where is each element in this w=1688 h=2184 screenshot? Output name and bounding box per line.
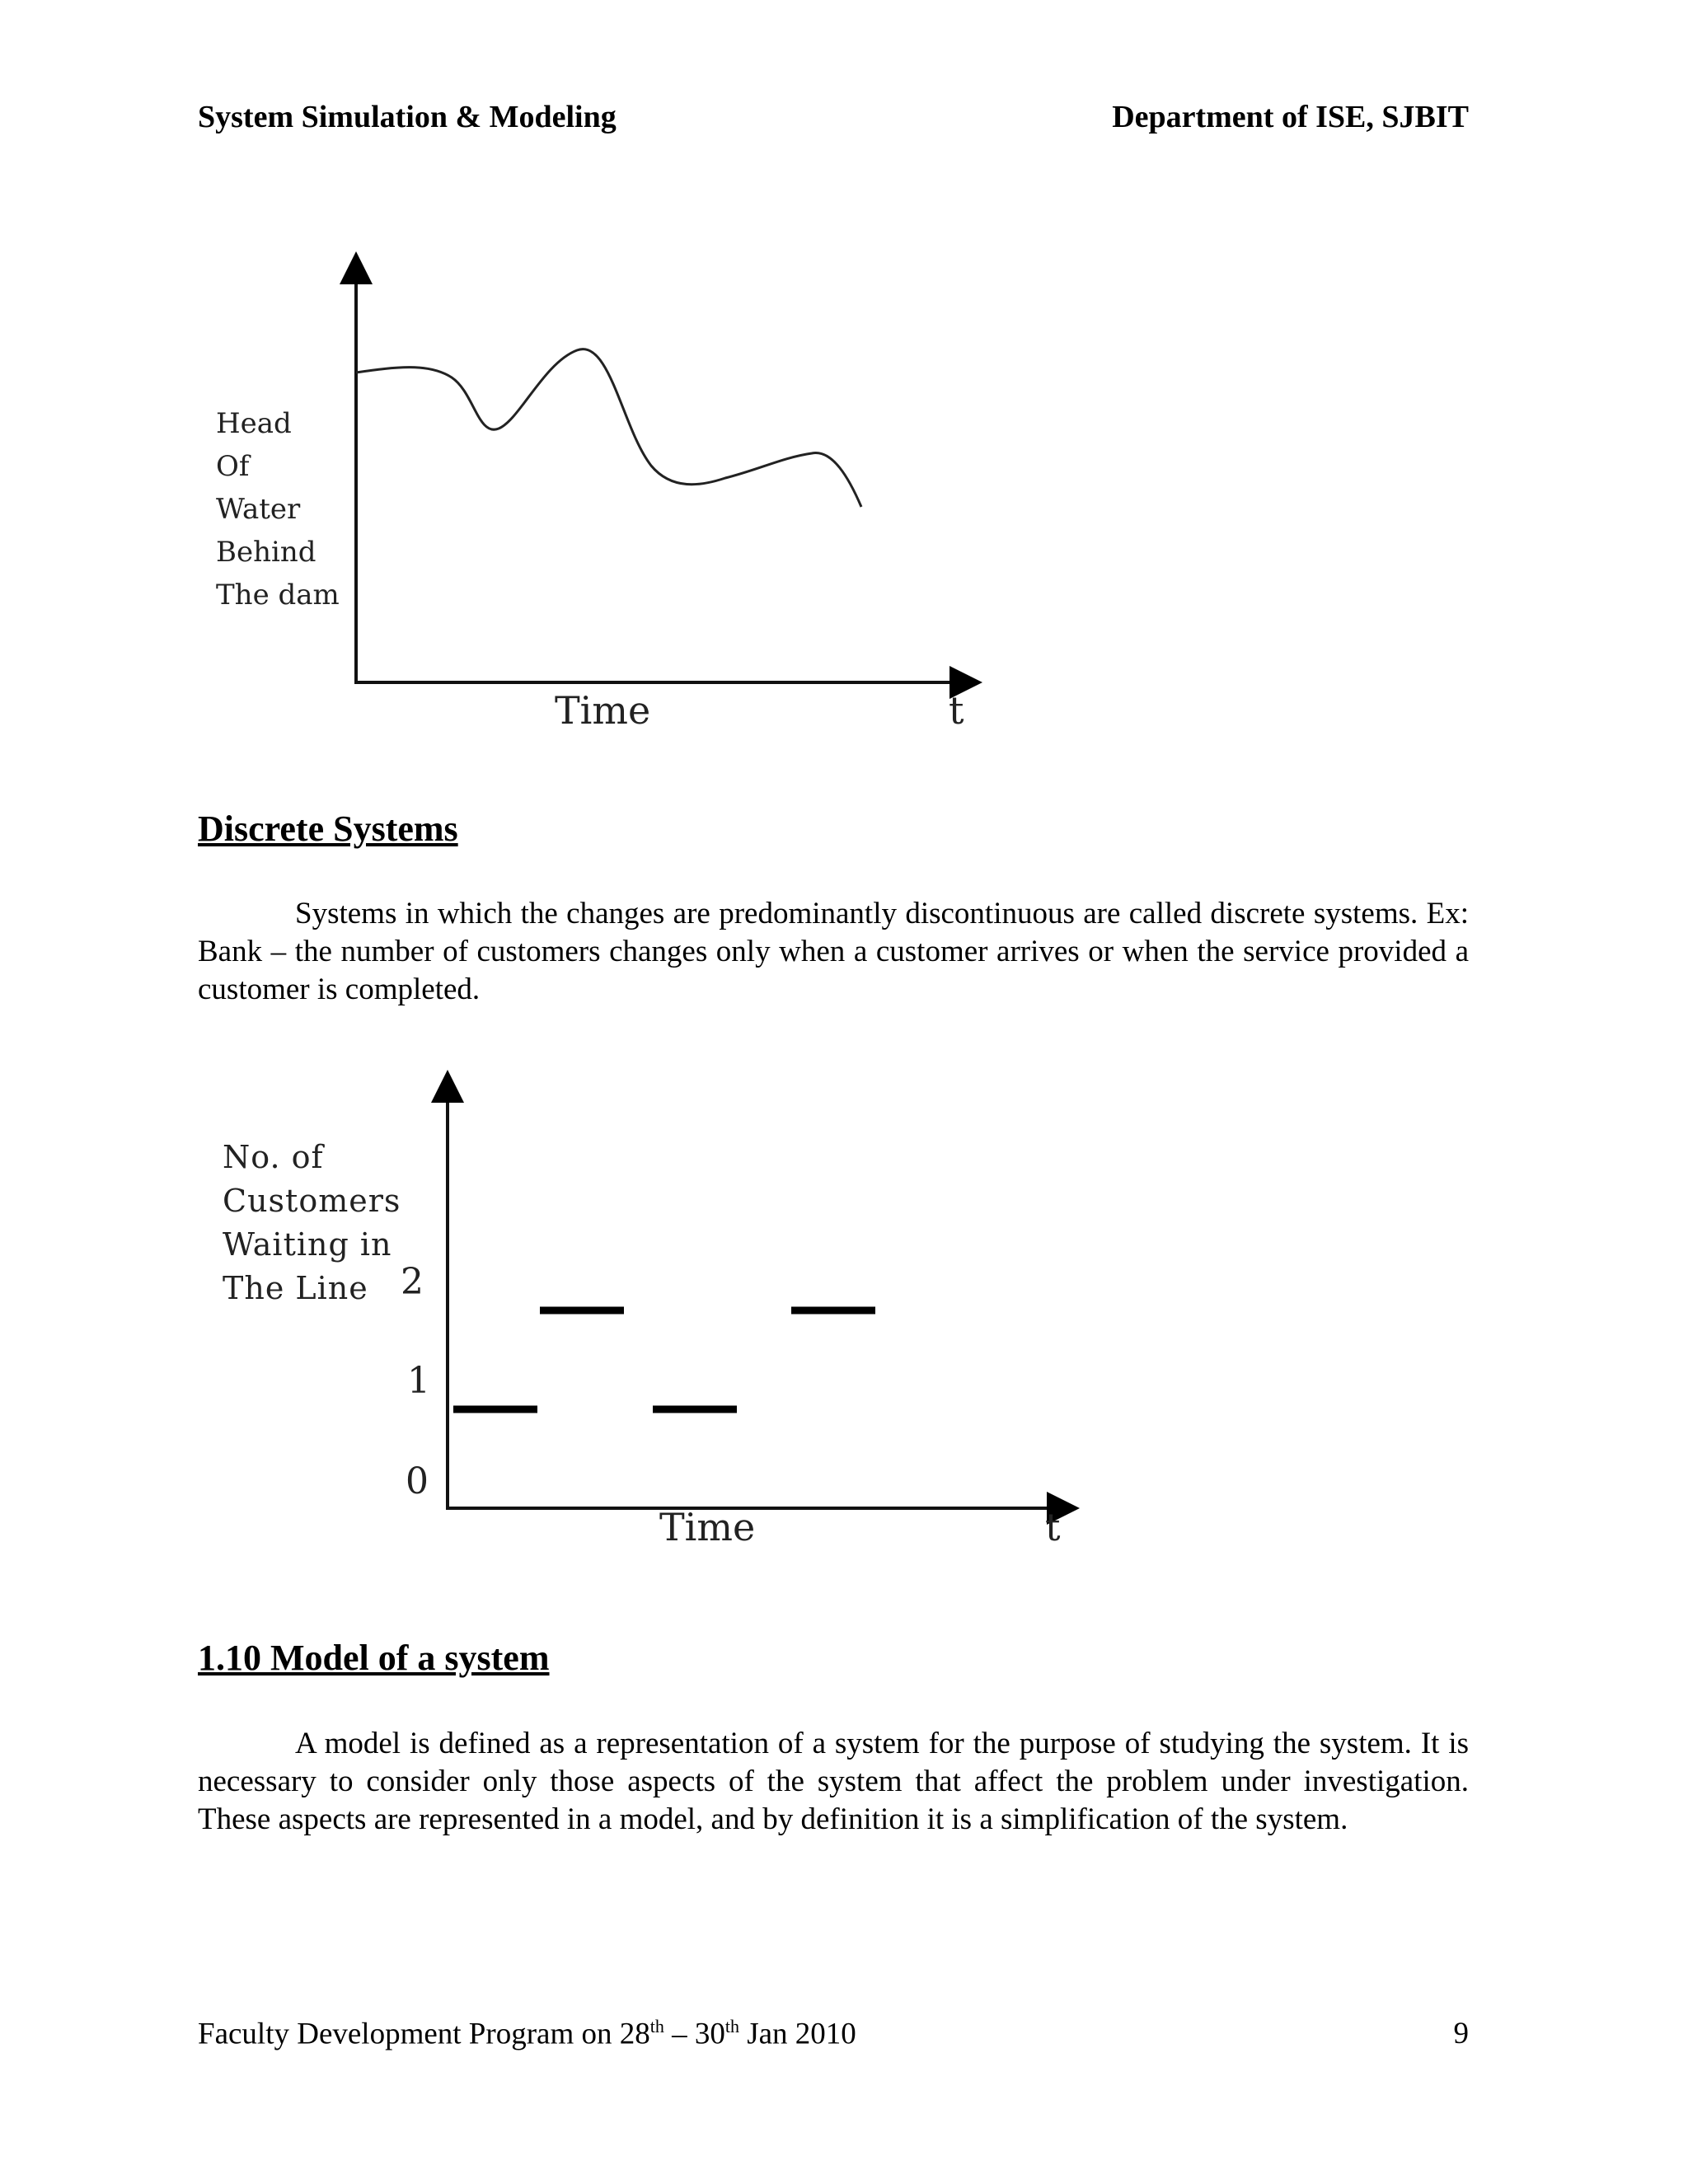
figure2-y-label: No. of Customers Waiting in The Line: [223, 1139, 401, 1306]
figure2-step-segments: [453, 1310, 875, 1409]
figure2-tick-0: 0: [406, 1460, 429, 1502]
figure1-x-label: Time: [555, 688, 651, 733]
figure2-axis-end-label: t: [1045, 1505, 1061, 1549]
section-heading-model-of-a-system: 1.10 Model of a system: [198, 1638, 550, 1678]
paragraph-model-of-a-system: A model is defined as a representation of a system for the purpose of studying the system. It is necessary to consider only those aspects of the system that affect the problem under investigation. These aspects are represented in a model, and by definition it is a simplification of the system.: [198, 1727, 1469, 1836]
figure1-water-head-curve: [356, 349, 861, 507]
section-heading-discrete-systems: Discrete Systems: [198, 808, 458, 849]
figure1-axis-end-label: t: [949, 688, 964, 733]
footer-page-number: 9: [1453, 2017, 1469, 2050]
figure2-x-label: Time: [659, 1505, 756, 1549]
figure2-tick-2: 2: [401, 1261, 424, 1303]
paragraph-discrete-systems: Systems in which the changes are predominantly discontinuous are called discrete systems. Ex: Bank – the number of customers changes only when a customer arrives or when the service provided a customer is completed.: [198, 897, 1469, 1006]
running-header-department: Department of ISE, SJBIT: [1112, 100, 1469, 134]
running-header-title: System Simulation & Modeling: [198, 100, 617, 134]
footer-program-dates: Faculty Development Program on 28th – 30th Jan 2010: [198, 2016, 856, 2051]
figure2-tick-1: 1: [407, 1360, 430, 1402]
figure1-y-label: Head Of Water Behind The dam: [216, 407, 340, 612]
